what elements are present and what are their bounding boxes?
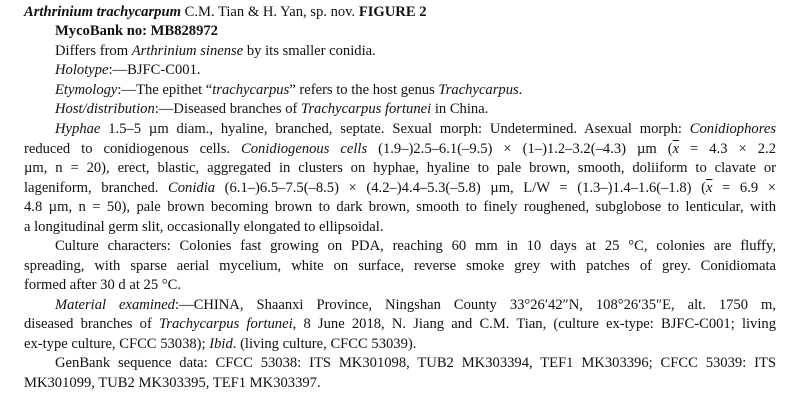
material-label: Material examined xyxy=(55,297,175,313)
culture-text: Culture characters: Colonies fast growing on PDA, reaching 60 mm in 10 days at 25 °C, colonies are fluffy, xyxy=(55,238,776,254)
etymology-text-end: . xyxy=(518,82,523,98)
genbank-text: MK301099, TUB2 MK303395, TEF1 MK303397. xyxy=(24,375,321,391)
material-text: :—CHINA, Shaanxi Province, Ningshan County 33°26′42″N, 108°26′35″E, alt. 1750 m, xyxy=(174,297,776,313)
culture-line-3 xyxy=(24,276,181,295)
etymology-line xyxy=(55,81,522,100)
description-line-5 xyxy=(24,198,776,217)
conidia-term: Conidia xyxy=(168,180,216,196)
description-line-2 xyxy=(24,140,776,159)
conidiophores-term: Conidiophores xyxy=(689,121,776,137)
description-text: lageniform, branched. xyxy=(24,180,169,196)
host-species: Trachycarpus fortunei xyxy=(301,101,432,117)
description-text: 1.5–5 µm diam., hyaline, branched, septate. Sexual morph: Undetermined. Asexual morph: xyxy=(100,121,690,137)
description-line-4 xyxy=(24,179,776,198)
mean-symbol: $\overline{x}$ xyxy=(705,180,713,196)
ibid-term: Ibid xyxy=(209,336,233,352)
diagnosis-line xyxy=(55,42,376,61)
description-text: = 4.3 × 2.2 xyxy=(679,141,776,157)
description-text: reduced to conidiogenous cells. xyxy=(24,141,242,157)
etymology-text-mid: ” refers to the host genus xyxy=(289,82,439,98)
genbank-line-1 xyxy=(55,354,776,373)
host-text-end: in China. xyxy=(431,101,489,117)
description-text: = 6.9 × xyxy=(712,180,776,196)
description-text: (6.1–)6.5–7.5(–8.5) × (4.2–)4.4–5.3(–5.8) µm, L/W = (1.3–)1.4–1.6(–1.8) ( xyxy=(215,180,706,196)
holotype-line xyxy=(55,61,201,80)
description-line-3 xyxy=(24,159,776,178)
material-text: diseased branches of xyxy=(24,316,159,332)
host-text: :—Diseased branches of xyxy=(154,101,302,117)
species-name: Arthrinium trachycarpum xyxy=(24,4,181,20)
conidiogenous-cells-term: Conidiogenous cells xyxy=(241,141,368,157)
figure-reference: FIGURE 2 xyxy=(358,4,427,20)
material-text: , 8 June 2018, N. Jiang and C.M. Tian, (culture ex-type: BJFC-C001; living xyxy=(292,316,776,332)
mycobank-label: MycoBank no: xyxy=(55,23,148,39)
description-text: a longitudinal germ slit, occasionally elongated to ellipsoidal. xyxy=(24,219,384,235)
diagnosis-text-end: by its smaller conidia. xyxy=(243,43,376,59)
culture-line-2 xyxy=(24,257,776,276)
description-line-1 xyxy=(55,120,776,139)
culture-text: spreading, with sparse aerial mycelium, white on surface, reverse smoke grey with patches of grey. Conidiomata xyxy=(24,258,776,274)
etymology-genus: Trachycarpus xyxy=(438,82,519,98)
mycobank-number: MB828972 xyxy=(147,23,218,39)
material-line-2 xyxy=(24,315,776,334)
host-distribution-line xyxy=(55,100,488,119)
diagnosis-species: Arthrinium sinense xyxy=(131,43,244,59)
species-authority: C.M. Tian & H. Yan, sp. nov. xyxy=(180,4,359,20)
etymology-epithet: trachycarpus xyxy=(212,82,290,98)
material-line-1 xyxy=(55,296,776,315)
mycobank-line xyxy=(55,22,218,41)
culture-text: formed after 30 d at 25 °C. xyxy=(24,277,181,293)
species-heading xyxy=(24,3,427,22)
etymology-text: :—The epithet “ xyxy=(117,82,213,98)
material-text: . (living culture, CFCC 53039). xyxy=(232,336,417,352)
description-text: (1.9–)2.5–6.1(–9.5) × (1–)1.2–3.2(–4.3) µm ( xyxy=(367,141,673,157)
genbank-text: GenBank sequence data: CFCC 53038: ITS MK301098, TUB2 MK303394, TEF1 MK303396; CFCC 53039: ITS xyxy=(55,355,776,371)
description-text: 4.8 µm, n = 50), pale brown becoming brown to dark brown, smooth to finely roughened, subglobose to lenticular, with xyxy=(24,199,776,215)
material-text: ex-type culture, CFCC 53038); xyxy=(24,336,210,352)
hyphae-term: Hyphae xyxy=(55,121,101,137)
holotype-label: Holotype xyxy=(55,62,109,78)
genbank-line-2 xyxy=(24,374,321,393)
material-species: Trachycarpus fortunei xyxy=(158,316,293,332)
holotype-value: :—BJFC-C001. xyxy=(108,62,201,78)
mean-symbol: $\overline{x}$ xyxy=(672,141,680,157)
diagnosis-text: Differs from xyxy=(55,43,132,59)
host-label: Host/distribution xyxy=(55,101,155,117)
culture-line-1 xyxy=(55,237,776,256)
description-text: µm, n = 20), erect, blastic, aggregated in clusters on hyphae, hyaline to pale brown, smooth, doliiform to clavate or xyxy=(24,160,776,176)
description-line-6 xyxy=(24,218,384,237)
material-line-3 xyxy=(24,335,416,354)
etymology-label: Etymology xyxy=(55,82,118,98)
